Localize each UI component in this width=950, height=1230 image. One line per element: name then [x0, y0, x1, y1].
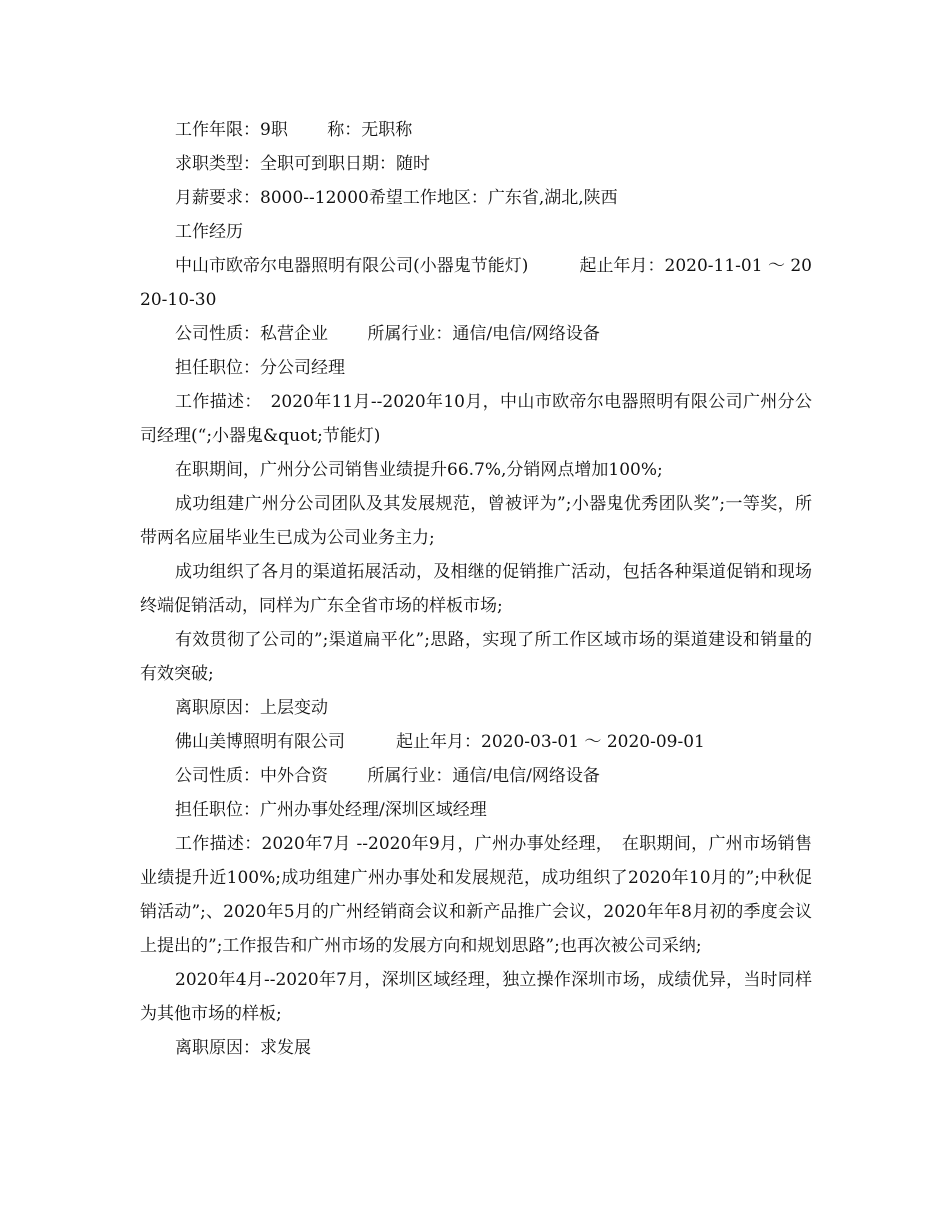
company-1-achievement-4: 有效贯彻了公司的”;渠道扁平化”;思路，实现了所工作区域市场的渠道建设和销量的有效突破;	[140, 630, 812, 684]
company-1-achievement-3: 成功组织了各月的渠道拓展活动，及相继的促销推广活动，包括各种渠道促销和现场终端促销活动，同样为广东全省市场的样板市场;	[140, 562, 812, 616]
company-2-description: 工作描述：2020年7月 --2020年9月，广州办事处经理， 在职期间，广州市场销售业绩提升近100%;成功组建广州办事处和发展规范，成功组织了2020年10月的”;中秋促销活动”;、2020年5月的广州经销商会议和新产品推广会议，2020年年8月初的季度会议上提出的”;工作报告和广州市场的发展方向和规划思路”;也再次被公司采纳;	[140, 834, 812, 956]
company-2-header: 佛山美博照明有限公司 起止年月：2020-03-01 ～ 2020-09-01	[175, 732, 705, 752]
salary-line: 月薪要求：8000--12000希望工作地区：广东省,湖北,陕西	[175, 188, 618, 208]
company-2-achievement-1: 2020年4月--2020年7月，深圳区域经理，独立操作深圳市场，成绩优异，当时同样为其他市场的样板;	[140, 970, 812, 1024]
company-1-description: 工作描述： 2020年11月--2020年10月，中山市欧帝尔电器照明有限公司广州分公司经理(“;小器鬼&quot;节能灯)	[140, 392, 812, 446]
company-1-position: 担任职位：分公司经理	[175, 358, 345, 378]
company-1-achievement-1: 在职期间，广州分公司销售业绩提升66.7%,分销网点增加100%;	[175, 460, 663, 480]
section-heading-work-experience: 工作经历	[175, 222, 243, 242]
work-years-line: 工作年限：9职 称：无职称	[175, 120, 413, 140]
company-2-position: 担任职位：广州办事处经理/深圳区域经理	[175, 800, 487, 820]
resume-page	[140, 113, 812, 1065]
company-1-leave-reason: 离职原因：上层变动	[175, 698, 328, 718]
company-1-nature: 公司性质：私营企业 所属行业：通信/电信/网络设备	[175, 324, 600, 344]
company-1-achievement-2: 成功组建广州分公司团队及其发展规范，曾被评为”;小器鬼优秀团队奖”;一等奖，所带两名应届毕业生已成为公司业务主力;	[140, 494, 812, 548]
job-type-line: 求职类型：全职可到职日期：随时	[175, 154, 430, 174]
company-1-header: 中山市欧帝尔电器照明有限公司(小器鬼节能灯) 起止年月：2020-11-01 ～ 2020-10-30	[140, 256, 812, 310]
company-2-leave-reason: 离职原因：求发展	[175, 1038, 311, 1058]
company-2-nature: 公司性质：中外合资 所属行业：通信/电信/网络设备	[175, 766, 600, 786]
